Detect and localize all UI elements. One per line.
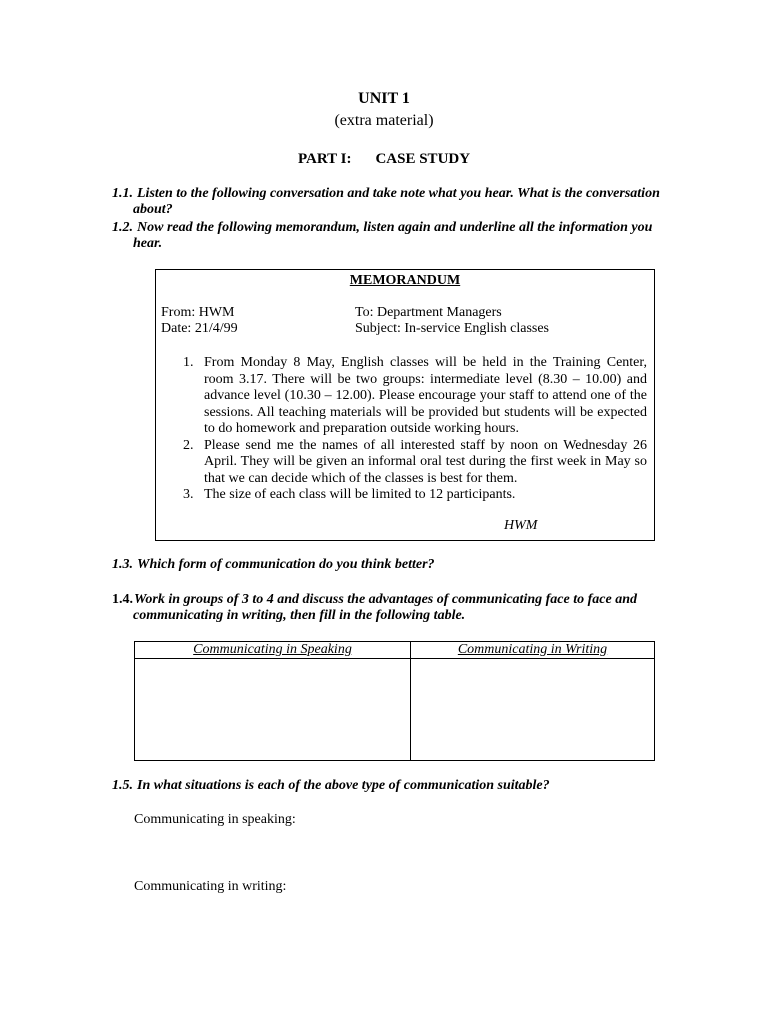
part-title — [0, 150, 768, 168]
writing-answer-cell[interactable] — [411, 659, 655, 761]
question-number: 1.4. — [112, 592, 133, 607]
part-label: PART I: — [297, 151, 352, 167]
question-text: In what situations is each of the above type of communication suitable? — [137, 778, 550, 793]
answer-prompt-writing: Communicating in writing: — [134, 879, 287, 894]
unit-title: UNIT 1 — [358, 90, 410, 107]
question-number: 1.5. — [112, 778, 133, 793]
unit-subtitle: (extra material) — [334, 112, 434, 129]
table-header-row — [135, 642, 655, 659]
memo-item: 1. From Monday 8 May, English classes will be held in the Training Center, room 3.17. There will be two groups: intermediate level (8.30 – 10.00) and advance level (10.30 – 12.00). Please encourage your staff to attend one of the sessions. All teaching materials will be provided but students will be expected to do homework and preparation outside working hours. — [183, 355, 647, 436]
memo-from: From: HWM — [161, 305, 235, 320]
question-1-1 — [112, 186, 676, 218]
column-header-speaking: Communicating in Speaking — [135, 642, 411, 659]
question-text-continued: communicating in writing, then fill in the following table. — [133, 608, 466, 623]
question-number: 1.1. — [112, 186, 133, 201]
question-1-2 — [112, 220, 676, 252]
speaking-answer-cell[interactable] — [135, 659, 411, 761]
table-row — [135, 659, 655, 761]
memo-items — [183, 355, 647, 504]
memo-item: 3. The size of each class will be limited to 12 participants. — [183, 487, 516, 502]
column-header-writing: Communicating in Writing — [411, 642, 655, 659]
question-text: Listen to the following conversation and take note what you hear. What is the conversation — [137, 186, 660, 201]
communication-table — [134, 641, 655, 761]
memo-date: Date: 21/4/99 — [161, 321, 238, 336]
question-number: 1.2. — [112, 220, 133, 235]
question-text: Now read the following memorandum, listen again and underline all the information you — [137, 220, 653, 235]
question-text-continued: about? — [133, 202, 173, 217]
question-1-5 — [112, 778, 676, 794]
memo-item: 2. Please send me the names of all interested staff by noon on Wednesday 26 April. They will be given an informal oral test during the first week in May so that we can decide which of the classes is best for them. — [183, 437, 647, 486]
memo-signature: HWM — [504, 518, 538, 533]
memo-subject: Subject: In-service English classes — [355, 321, 550, 336]
memorandum-box — [155, 269, 655, 541]
part-name: CASE STUDY — [375, 151, 471, 167]
question-number: 1.3. — [112, 557, 133, 572]
answer-prompt-speaking: Communicating in speaking: — [134, 812, 296, 827]
question-text-continued: hear. — [133, 236, 163, 251]
memo-to: To: Department Managers — [355, 305, 502, 320]
question-text: Which form of communication do you think better? — [137, 557, 435, 572]
memo-title: MEMORANDUM — [349, 273, 461, 288]
question-1-4 — [112, 592, 676, 624]
question-1-3 — [112, 557, 676, 573]
question-text: Work in groups of 3 to 4 and discuss the advantages of communicating face to face and — [134, 592, 637, 607]
